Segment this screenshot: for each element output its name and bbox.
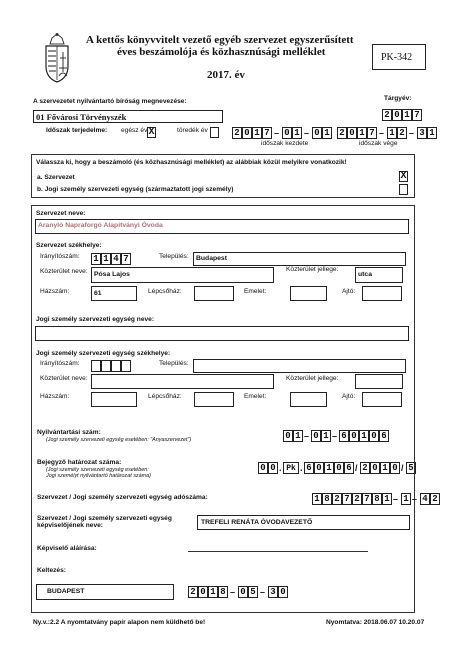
full-year-label: egész év — [121, 127, 148, 134]
digit-cell[interactable]: 2 — [352, 493, 362, 505]
separator: / — [355, 463, 358, 473]
form-title-line2: éves beszámolója és közhasznúsági melléklet — [117, 46, 326, 58]
digit-cell[interactable]: 0 — [311, 430, 321, 442]
digit-cell[interactable]: 5 — [248, 586, 258, 598]
digit-cell[interactable]: 4 — [420, 493, 430, 505]
separator: – — [393, 494, 399, 504]
digit-cell[interactable]: 8 — [218, 586, 228, 598]
separator: – — [274, 128, 280, 138]
representative-field[interactable] — [197, 515, 410, 530]
unit-seat-label: Jogi személy szervezeti egység székhelye: — [36, 350, 171, 357]
unit-city-label: Település: — [159, 360, 189, 367]
org-door-label: Ajtó: — [342, 288, 356, 295]
unit-street-type-label: Közterület jellege: — [286, 375, 339, 382]
separator: . — [279, 463, 282, 473]
digit-cell[interactable]: 0 — [198, 586, 208, 598]
org-street-field[interactable] — [91, 267, 274, 283]
decision-label: Bejegyző határozat száma: — [37, 459, 122, 466]
unit-name-field[interactable] — [35, 326, 409, 341]
registry-label: A szervezetet nyilvántartó bíróság megnevezése: — [33, 98, 187, 105]
full-year-checkbox[interactable]: X — [148, 127, 155, 138]
digit-cell[interactable]: 2 — [430, 493, 440, 505]
digit-cell[interactable]: 0 — [314, 462, 324, 474]
org-seat-label: Szervezet székhelye: — [36, 242, 102, 249]
decision-pk-cell[interactable]: Pk — [283, 462, 299, 474]
digit-cell[interactable]: 0 — [278, 586, 288, 598]
form-code-box — [372, 44, 426, 70]
option-b-label: b. Jogi személy szervezeti egység (származtatott jogi személy) — [37, 186, 234, 193]
selection-instruction: Válassza ki, hogy a beszámoló (és közhasznúsági melléklet) az alábbiak közül melyikre vonatkozik! — [36, 159, 347, 166]
option-b-checkbox[interactable] — [399, 184, 408, 195]
digit-cell[interactable]: 0 — [349, 430, 359, 442]
signature-label: Képviselő aláírása: — [37, 545, 97, 552]
separator: / — [401, 463, 404, 473]
digit-cell[interactable]: 1 — [324, 462, 334, 474]
digit-cell[interactable]: 0 — [390, 462, 400, 474]
org-stair-field[interactable] — [194, 286, 234, 301]
form-code: PK-342 — [381, 52, 413, 63]
digit-cell[interactable]: 1 — [382, 493, 392, 505]
unit-door-field[interactable] — [362, 392, 402, 407]
digit-cell[interactable]: 2 — [188, 586, 198, 598]
footer-printed-at: Nyomtatva: 2018.06.07 10.20.07 — [326, 619, 425, 626]
org-street-type-value: utca — [358, 271, 372, 278]
digit-cell[interactable]: 6 — [339, 430, 349, 442]
digit-cell[interactable] — [121, 360, 131, 372]
unit-city-field[interactable] — [193, 359, 406, 373]
separator: . — [300, 463, 303, 473]
digit-cell[interactable]: 1 — [427, 127, 437, 139]
digit-cell[interactable]: 2 — [337, 127, 347, 139]
representative-value: TREFELI RENÁTA ÓVODAVEZETŐ — [201, 519, 313, 526]
dated-label: Keltezés: — [37, 567, 66, 574]
unit-house-field[interactable] — [91, 392, 137, 407]
period-label: Időszak terjedelme: — [46, 127, 108, 134]
digit-cell[interactable]: 6 — [344, 462, 354, 474]
digit-cell[interactable]: 1 — [401, 493, 411, 505]
org-name-label: Szervezet neve: — [36, 210, 86, 217]
digit-cell[interactable]: 7 — [121, 253, 131, 265]
digit-cell[interactable]: 0 — [283, 430, 293, 442]
option-a-label: a. Szervezet — [37, 174, 75, 181]
form-year: 2017. év — [207, 69, 245, 81]
unit-street-label: Közterület neve: — [40, 375, 88, 382]
digit-cell[interactable]: 2 — [360, 462, 370, 474]
decision-sublabel2: Jogi személyt nyilvántartó határozat száma) — [46, 473, 151, 479]
digit-cell[interactable] — [91, 360, 101, 372]
digit-cell[interactable]: 0 — [258, 462, 268, 474]
digit-cell[interactable]: 1 — [402, 109, 412, 121]
digit-cell[interactable] — [101, 360, 111, 372]
representative-label-line1: Szervezet / Jogi személy szervezeti egység — [37, 515, 172, 522]
period-start-caption: időszak kezdete — [261, 140, 309, 147]
digit-cell[interactable]: 7 — [262, 127, 272, 139]
separator: – — [260, 587, 266, 597]
digit-cell[interactable]: 0 — [370, 462, 380, 474]
digit-cell[interactable]: 7 — [362, 493, 372, 505]
separator: – — [409, 128, 415, 138]
org-house-value: 61 — [94, 290, 102, 297]
registry-field[interactable] — [33, 110, 223, 123]
digit-cell[interactable]: 3 — [417, 127, 427, 139]
digit-cell[interactable]: 7 — [412, 109, 422, 121]
separator: – — [230, 587, 236, 597]
signature-line[interactable] — [188, 551, 368, 552]
digit-cell[interactable]: 0 — [347, 127, 357, 139]
digit-cell[interactable]: 0 — [369, 430, 379, 442]
org-floor-field[interactable] — [290, 286, 327, 301]
unit-house-label: Házszám: — [40, 393, 70, 400]
decision-sublabel1: (Jogi személy szervezeti egység esetében: — [46, 467, 149, 473]
digit-cell[interactable]: 0 — [312, 127, 322, 139]
digit-cell[interactable]: 7 — [342, 493, 352, 505]
dated-place-field[interactable] — [36, 584, 174, 600]
unit-name-label: Jogi személy szervezeti egység neve: — [36, 316, 155, 323]
form-title-line1: A kettős könyvvitelt vezető egyéb szervezet egyszerűsített — [86, 34, 354, 46]
digit-cell[interactable]: 5 — [406, 462, 416, 474]
digit-cell[interactable]: 1 — [292, 127, 302, 139]
dated-place-value: BUDAPEST — [47, 588, 85, 595]
org-zip-label: Irányítószám: — [40, 253, 80, 260]
org-street-label: Közterület neve: — [40, 268, 88, 275]
digit-cell[interactable]: 1 — [359, 430, 369, 442]
tax-label: Szervezet / Jogi személy szervezeti egység adószáma: — [37, 494, 208, 501]
coat-of-arms-icon — [42, 32, 72, 84]
separator: – — [412, 494, 418, 504]
digit-cell[interactable]: 2 — [332, 493, 342, 505]
org-city-field[interactable] — [193, 252, 406, 266]
digit-cell[interactable]: 3 — [268, 586, 278, 598]
org-floor-label: Emelet: — [244, 288, 267, 295]
unit-zip-label: Irányítószám: — [40, 360, 80, 367]
digit-cell[interactable]: 1 — [91, 253, 101, 265]
digit-cell[interactable]: 0 — [238, 586, 248, 598]
digit-cell[interactable]: 0 — [392, 109, 402, 121]
digit-cell[interactable]: 1 — [208, 586, 218, 598]
digit-cell[interactable]: 2 — [232, 127, 242, 139]
org-stair-label: Lépcsőház: — [148, 288, 182, 295]
digit-cell[interactable]: 1 — [321, 430, 331, 442]
digit-cell[interactable]: 8 — [322, 493, 332, 505]
digit-cell[interactable]: 0 — [334, 462, 344, 474]
unit-street-field[interactable] — [91, 374, 274, 389]
year-label: Tárgyév: — [384, 95, 412, 102]
org-door-field[interactable] — [362, 286, 402, 301]
unit-floor-field[interactable] — [290, 392, 327, 407]
digit-cell[interactable]: 0 — [242, 127, 252, 139]
unit-street-type-field[interactable] — [355, 374, 403, 389]
reg-number-label: Nyilvántartási szám: — [37, 429, 101, 436]
unit-stair-label: Lépcsőház: — [148, 393, 182, 400]
digit-cell[interactable]: 8 — [372, 493, 382, 505]
digit-cell[interactable]: 0 — [268, 462, 278, 474]
org-name-value: Aranyló Napraforgó Alapítványi Óvoda — [38, 222, 163, 229]
period-end-caption: időszak vége — [359, 140, 398, 147]
footer-version-note: Ny.v.:2.2 A nyomtatvány papír alapon nem küldhető be! — [33, 619, 206, 626]
digit-cell[interactable]: 1 — [293, 430, 303, 442]
digit-cell[interactable]: 1 — [380, 462, 390, 474]
digit-cell[interactable]: 7 — [367, 127, 377, 139]
org-street-value: Pósa Lajos — [94, 271, 130, 278]
org-city-value: Budapest — [196, 255, 227, 262]
option-a-checkbox[interactable]: X — [400, 171, 407, 182]
org-name-field[interactable] — [35, 219, 409, 234]
org-street-type-field[interactable] — [355, 267, 403, 283]
separator: – — [304, 128, 310, 138]
reg-number-sublabel: (Jogi személy szervezeti egység esetében: "Anyaszervezet") — [46, 437, 192, 443]
digit-cell[interactable]: 2 — [397, 127, 407, 139]
digit-cell[interactable]: 1 — [357, 127, 367, 139]
org-street-type-label: Közterület jellege: — [286, 266, 339, 273]
digit-cell[interactable]: 1 — [387, 127, 397, 139]
digit-cell[interactable]: 1 — [312, 493, 322, 505]
digit-cell[interactable]: 6 — [379, 430, 389, 442]
unit-floor-label: Emelet: — [244, 393, 267, 400]
representative-label-line2: képviselőjének neve: — [37, 522, 103, 529]
digit-cell[interactable]: 1 — [322, 127, 332, 139]
unit-stair-field[interactable] — [194, 392, 234, 407]
separator: – — [304, 431, 310, 441]
org-city-label: Település: — [159, 253, 189, 260]
digit-cell[interactable]: 4 — [111, 253, 121, 265]
digit-cell[interactable]: 1 — [101, 253, 111, 265]
partial-year-label: töredék év — [177, 127, 208, 134]
partial-year-checkbox[interactable] — [210, 127, 219, 138]
unit-door-label: Ajtó: — [342, 393, 356, 400]
digit-cell[interactable]: 6 — [304, 462, 314, 474]
digit-cell[interactable]: 2 — [382, 109, 392, 121]
org-house-label: Házszám: — [40, 288, 70, 295]
org-house-field[interactable] — [91, 286, 137, 301]
selection-panel — [31, 154, 415, 198]
digit-cell[interactable]: 0 — [282, 127, 292, 139]
digit-cell[interactable] — [111, 360, 121, 372]
digit-cell[interactable]: 1 — [252, 127, 262, 139]
separator: – — [332, 431, 338, 441]
registry-value: 01 Fővárosi Törvényszék — [36, 112, 127, 122]
separator: – — [379, 128, 385, 138]
